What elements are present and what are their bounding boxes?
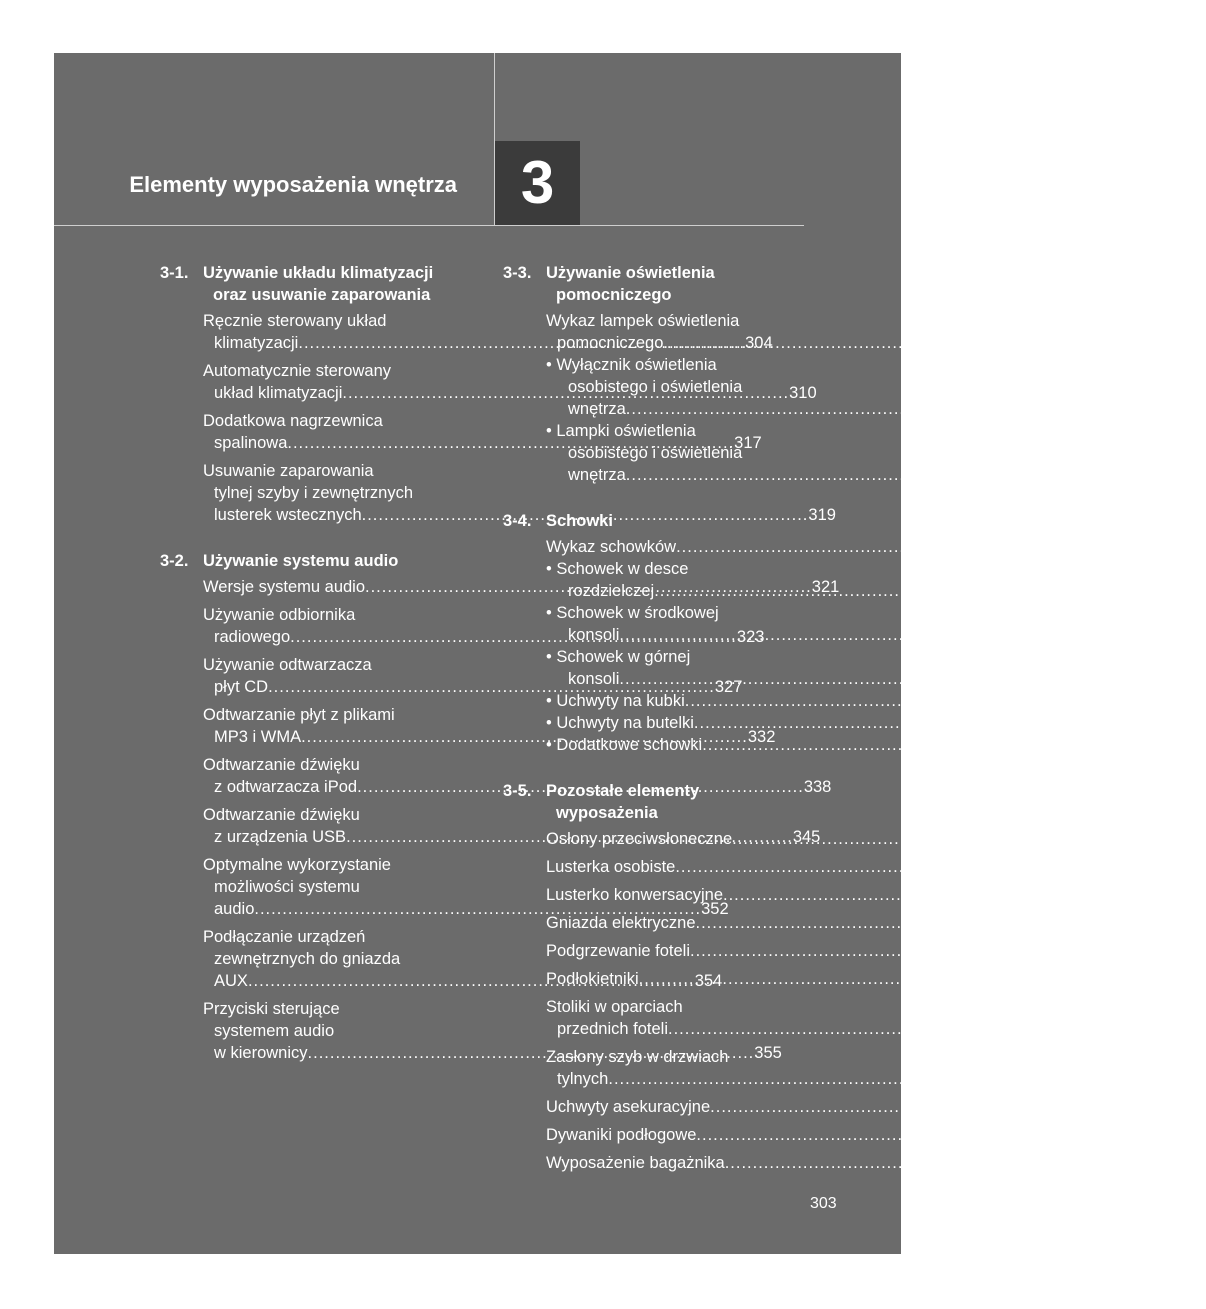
section-title [546,262,801,306]
entry-line: Używanie odtwarzacza [203,656,372,674]
entry-line [546,536,1151,558]
entry-text: lusterek wstecznych [214,506,362,524]
section-number: 3-3. [503,264,532,282]
entry-text: przednich foteli [557,1020,668,1038]
toc-entry[interactable] [546,712,1169,734]
entry-page: 376 [1136,942,1165,960]
entry-page: 381 [1055,1070,1083,1088]
toc-entry[interactable] [546,940,1165,962]
entry-text: konsoli [568,626,620,644]
entry-line: Przyciski sterujące [203,1000,340,1018]
dot-leader [702,736,1149,754]
section-title-line: Używanie systemu audio [203,552,399,570]
toc-entry[interactable] [546,856,1150,878]
entry-line [546,968,1113,990]
entry-text: Podłokietniki [546,970,639,988]
entry-page: 355 [754,1044,782,1062]
section-title [203,550,462,572]
entry-line: zewnętrznych do gniazda [214,950,401,968]
entry-text: Gniazda elektryczne [546,914,696,932]
entry-page: 358 [1110,334,1138,352]
entry-page: 317 [734,434,762,452]
dot-leader [619,626,1066,644]
entry-page: 364 [1066,626,1094,644]
entry-page: 323 [736,628,765,646]
entry-text: Lusterka osobiste [546,858,676,876]
toc-entry[interactable] [546,1096,1185,1118]
entry-line: Wykaz lampek oświetlenia [546,312,740,330]
entry-text: z urządzenia USB [214,828,347,846]
entry-text: • Dodatkowe schowki [546,736,703,754]
section-title-line: wyposażenia [556,804,658,822]
entry-page: 372 [1122,858,1150,876]
page-number: 303 [810,1195,837,1212]
entry-line [203,898,729,920]
toc-entry[interactable] [546,690,1160,712]
toc-entry[interactable] [546,968,1113,990]
entry-line: • Wyłącznik oświetlenia [546,356,717,374]
section-heading [503,510,801,532]
entry-line [546,464,1101,486]
entry-text: pomocniczego [557,334,664,352]
entry-line: Odtwarzanie dźwięku [203,756,360,774]
entry-line [546,398,1101,420]
divider-horizontal [54,225,804,226]
toc-entry[interactable] [546,996,1143,1040]
entry-line: • Schowek w desce [546,560,689,578]
section-title-line: Używanie układu klimatyzacji [203,264,434,282]
section-title-line: pomocniczego [556,286,672,304]
section-heading [503,780,801,824]
section-title-line: Używanie oświetlenia [546,264,715,282]
entry-page: 378 [1085,970,1113,988]
chapter-number-badge: 3 [495,141,580,225]
entry-line: możliwości systemu [214,878,360,896]
section-number: 3-1. [160,264,189,282]
entry-line: • Lampki oświetlenia [546,422,696,440]
dot-leader [626,466,1073,484]
entry-text: radiowego [214,628,291,646]
entry-line [546,1124,1171,1146]
entry-line [546,712,1169,734]
entry-line: Używanie odbiornika [203,606,356,624]
section-title-line: Schowki [546,512,613,530]
entry-page: 360 [1072,466,1101,484]
entry-page: 338 [803,778,832,796]
toc-entry[interactable] [546,734,1177,756]
entry-text: Lusterko konwersacyjne [546,886,724,904]
entry-text: audio [214,900,255,918]
dot-leader [685,692,1132,710]
entry-page: 352 [701,900,729,918]
entry-line: tylnej szyby i zewnętrznych [214,484,413,502]
entry-line [546,940,1165,962]
entry-page: 321 [811,578,840,596]
entry-page: 362 [1122,538,1151,556]
dot-leader [663,334,1110,352]
entry-text: tylnych [557,1070,609,1088]
chapter-title: Elementy wyposażenia wnętrza [129,172,457,197]
entry-line: Usuwanie zaparowania [203,462,374,480]
entry-text: w kierownicy [214,1044,308,1062]
toc-entry[interactable] [546,1152,1199,1174]
entry-text: spalinowa [214,434,288,452]
entry-text: układ klimatyzacji [214,384,343,402]
section-title-line: oraz usuwanie zaparowania [213,286,431,304]
entry-page: 366 [1066,670,1094,688]
section-heading [160,550,462,572]
entry-page: 354 [694,972,723,990]
toc-entry[interactable] [546,536,1151,558]
entry-line: Odtwarzanie płyt z plikami [203,706,395,724]
toc-entry[interactable] [546,420,1101,486]
entry-page: 373 [1169,886,1198,904]
entry-text: wnętrza [568,466,626,484]
dot-leader [690,942,1137,960]
section-title [546,780,801,824]
entry-text: klimatyzacji [214,334,299,352]
toc-entry[interactable] [546,884,1198,906]
entry-line: • Schowek w górnej [546,648,691,666]
entry-line [546,690,1160,712]
entry-line: Optymalne wykorzystanie [203,856,391,874]
section-title-line: Pozostałe elementy [546,782,700,800]
entry-page: 345 [792,828,821,846]
dot-leader [675,858,1122,876]
entry-line: Podłączanie urządzeń [203,928,366,946]
entry-text: Wersje systemu audio [203,578,366,596]
entry-text: konsoli [568,670,620,688]
entry-text: płyt CD [214,678,269,696]
entry-line: Automatycznie sterowany [203,362,392,380]
toc-entry[interactable] [546,602,1094,646]
entry-page: 304 [745,334,773,352]
section-number: 3-5. [503,782,532,800]
section-title [546,510,801,532]
dot-leader [619,670,1066,688]
entry-page: 359 [1072,400,1101,418]
entry-page: 374 [1142,914,1170,932]
dot-leader [639,970,1086,988]
entry-line: Odtwarzanie dźwięku [203,806,360,824]
entry-text: Dywaniki podłogowe [546,1126,697,1144]
entry-line: osobistego i oświetlenia [568,444,743,462]
dot-leader [696,1126,1143,1144]
section-title [203,262,462,306]
entry-line [546,1152,1199,1174]
section-number: 3-2. [160,552,189,570]
entry-line: systemem audio [214,1022,335,1040]
toc-entry[interactable] [546,646,1094,690]
entry-page: 368 [1140,714,1169,732]
entry-text: Wyposażenie bagażnika [546,1154,725,1172]
entry-text: Podgrzewanie foteli [546,942,691,960]
entry-page: 319 [808,506,836,524]
entry-page: 371 [1178,830,1206,848]
entry-page: 382 [1156,1098,1185,1116]
entry-text: z odtwarzacza iPod [214,778,358,796]
entry-line [546,884,1198,906]
entry-line: • Schowek w środkowej [546,604,719,622]
entry-line [546,668,1094,690]
dot-leader [725,1154,1172,1172]
entry-text: Osłony przeciwsłoneczne [546,830,733,848]
section-heading [160,262,462,306]
entry-page: 327 [714,678,743,696]
dot-leader [608,1070,1055,1088]
entry-page: 383 [1143,1126,1171,1144]
entry-line: Dodatkowa nagrzewnica [203,412,383,430]
entry-line [546,1018,1143,1040]
entry-line [546,1096,1185,1118]
dot-leader [723,886,1170,904]
toc-entry[interactable] [546,912,1170,934]
entry-text: • Uchwyty na kubki [546,692,685,710]
entry-text: AUX [214,972,248,990]
entry-page: 379 [1114,1020,1143,1038]
toc-entry[interactable] [546,1124,1171,1146]
entry-text: • Uchwyty na butelki [546,714,694,732]
entry-page: 366 [1131,692,1160,710]
section-heading [503,262,801,306]
entry-text: Wykaz schowków [546,538,677,556]
entry-line [546,856,1150,878]
entry-page: 369 [1148,736,1177,754]
entry-page: 310 [789,384,817,402]
entry-text: rozdzielczej [568,582,655,600]
entry-line [546,734,1177,756]
entry-text: MP3 i WMA [214,728,302,746]
entry-page: 332 [747,728,776,746]
entry-line: osobistego i oświetlenia [568,378,743,396]
entry-line: Ręcznie sterowany układ [203,312,387,330]
toc-entry[interactable] [546,1046,1083,1090]
entry-text: Uchwyty asekuracyjne [546,1098,711,1116]
dot-leader [626,400,1073,418]
entry-line [546,1068,1083,1090]
entry-line [546,912,1170,934]
entry-page: 363 [1100,582,1129,600]
entry-line [546,332,1138,354]
toc-entry[interactable] [546,310,1138,354]
dot-leader [668,1020,1115,1038]
entry-line: Zasłony szyb w drzwiach [546,1048,729,1066]
dot-leader [710,1098,1157,1116]
entry-text: wnętrza [568,400,626,418]
dot-leader [654,582,1101,600]
dot-leader [694,714,1141,732]
dot-leader [696,914,1143,932]
dot-leader [732,830,1179,848]
dot-leader [676,538,1123,556]
entry-line: Stoliki w oparciach [546,998,683,1016]
entry-line [546,624,1094,646]
entry-page: 385 [1171,1154,1199,1172]
section-number: 3-4. [503,512,532,530]
